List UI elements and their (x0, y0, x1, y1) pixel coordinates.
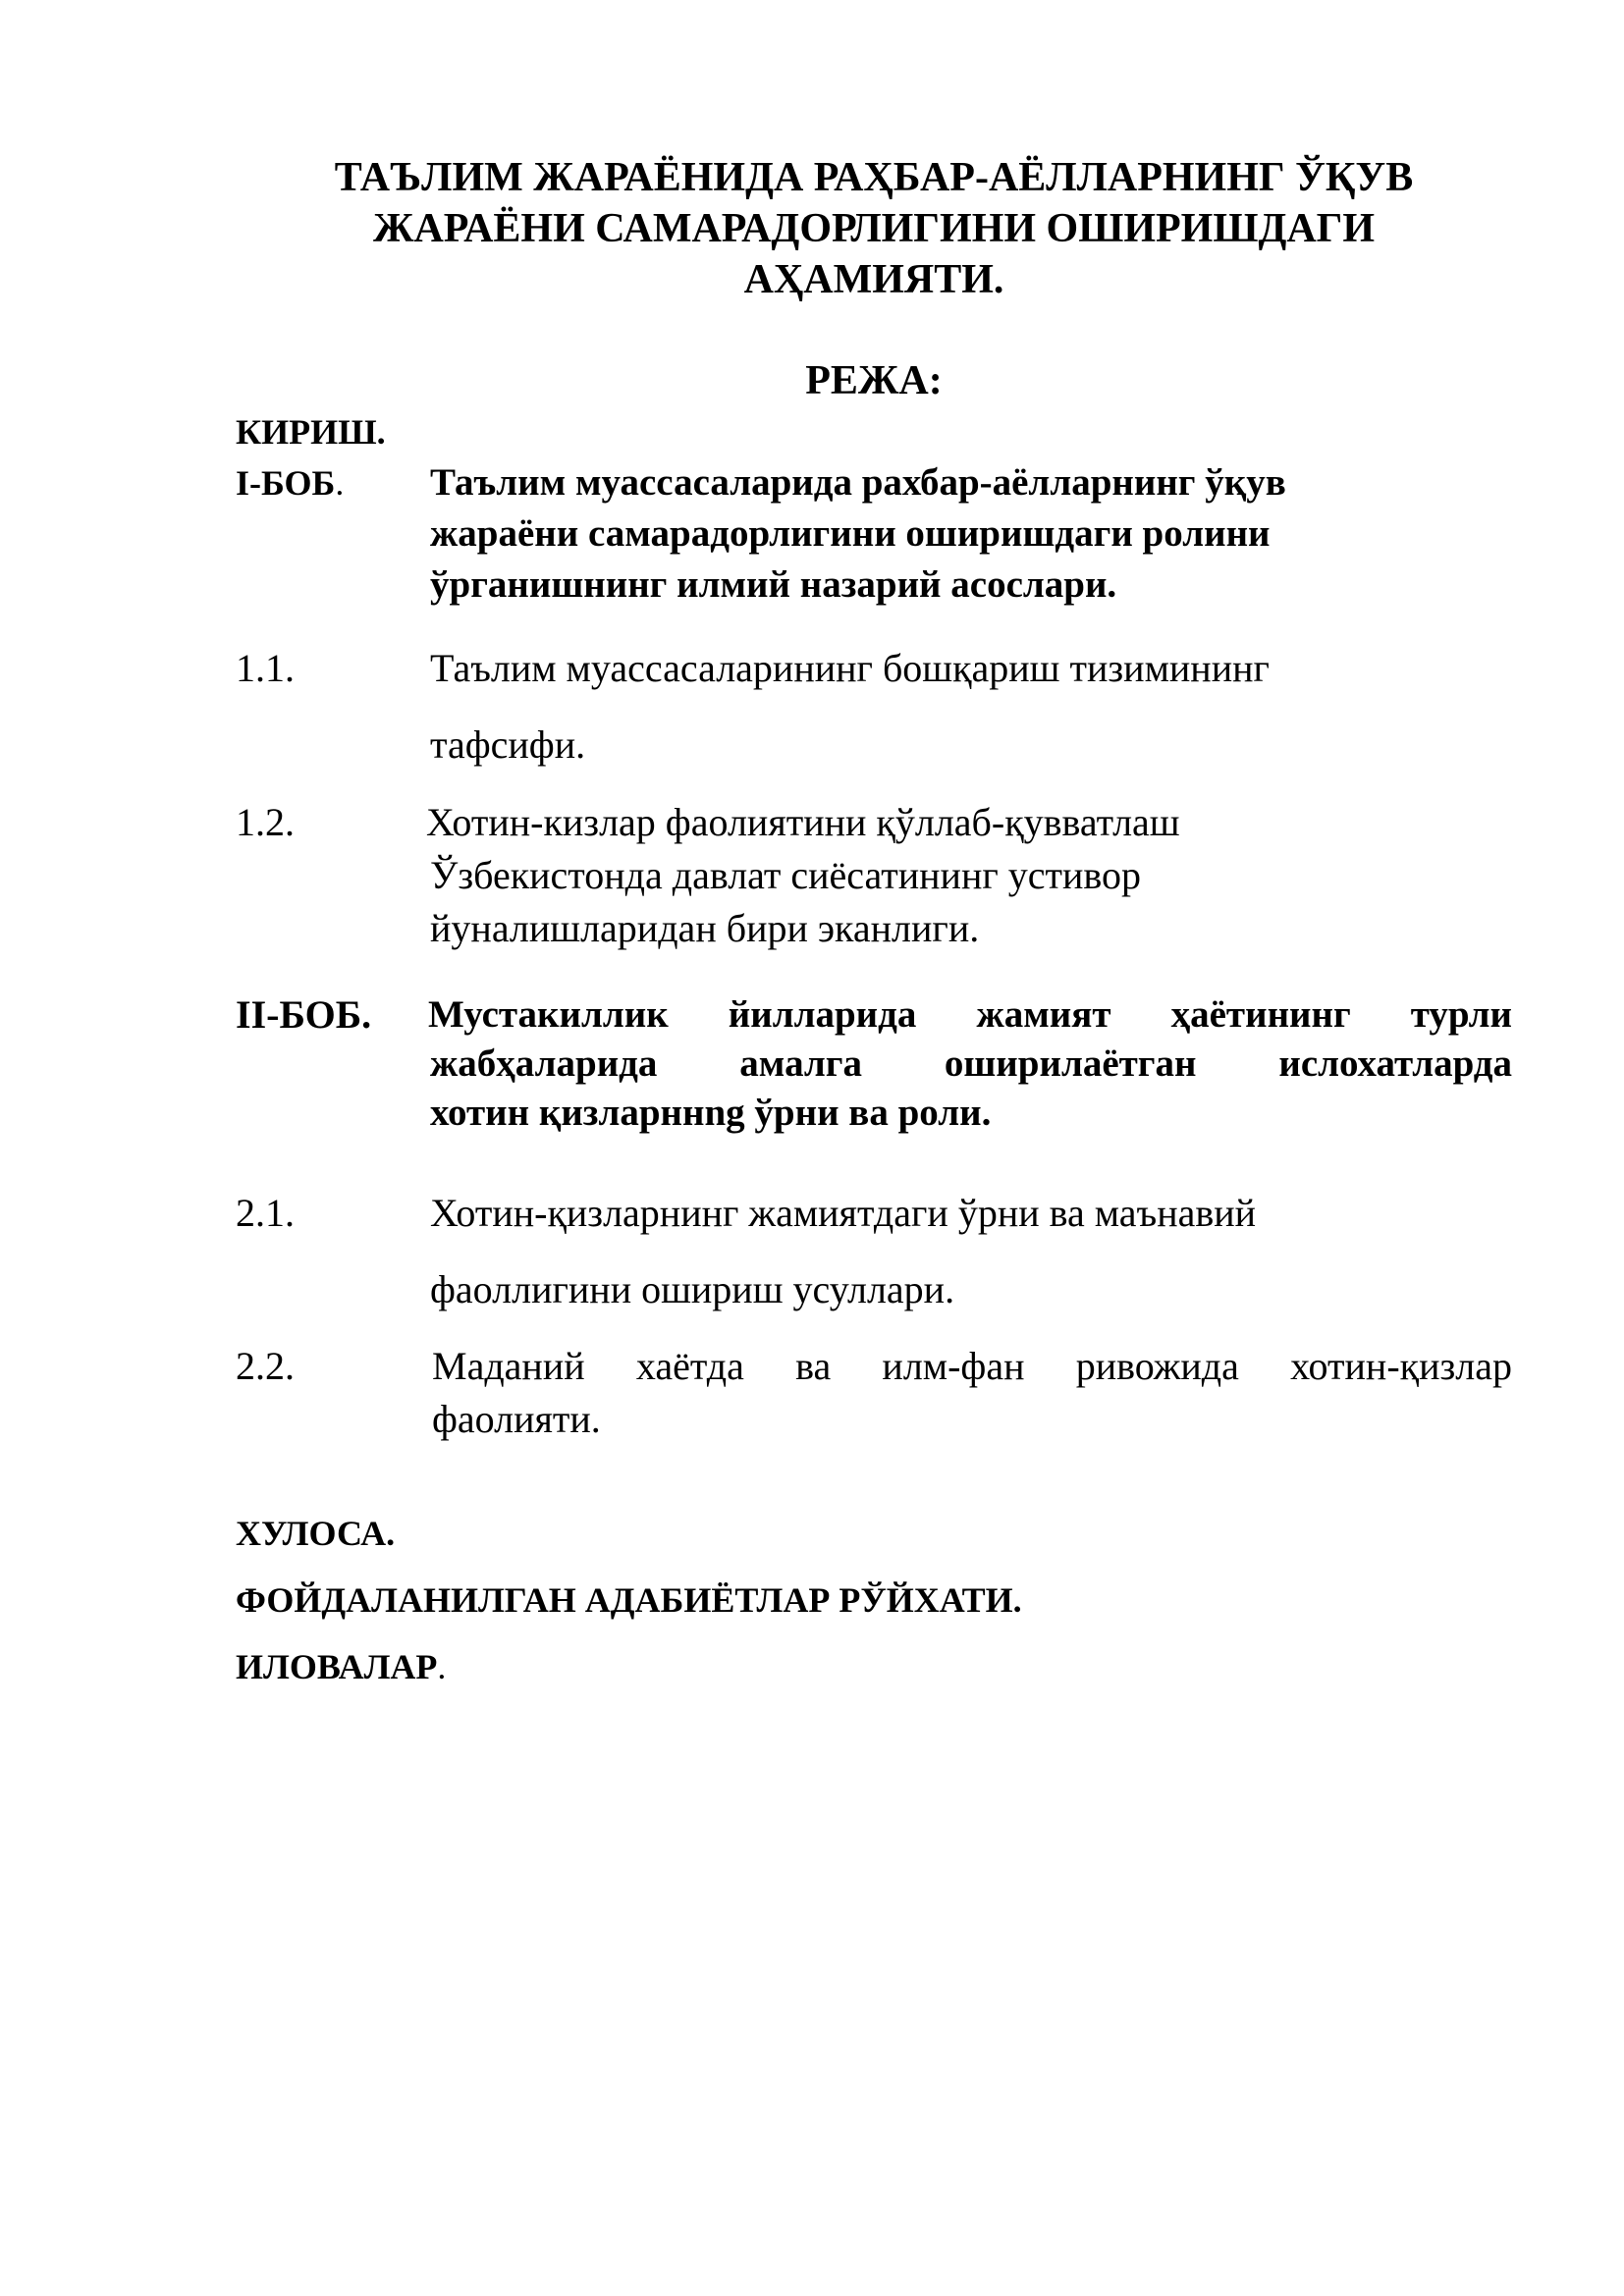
chapter1-number-text: I-БОБ (236, 463, 336, 503)
section-1-1-number: 1.1. (236, 646, 295, 690)
chapter1-title-line: Таълим муассасаларида рахбар-аёлларнинг ўқув (430, 461, 1286, 504)
section-2-2-line: фаолияти. (432, 1397, 601, 1441)
title-line: ЖАРАЁНИ САМАРАДОРЛИГИНИ ОШИРИШДАГИ (372, 206, 1376, 251)
chapter2-title-line: Мустакиллик йилларида жамият ҳаётининг турли (428, 993, 1512, 1036)
section-2-1-number: 2.1. (236, 1191, 295, 1235)
section-2-1-line: фаоллигини ошириш усуллари. (430, 1267, 955, 1311)
appendices-text: ИЛОВАЛАР (236, 1647, 438, 1686)
section-1-2-line: йуналишларидан бири эканлиги. (430, 906, 980, 950)
section-1-2-number: 1.2. (236, 800, 295, 844)
plan-heading: РЕЖА: (805, 358, 943, 403)
section-1-2-line: Хотин-кизлар фаолиятини қўллаб-қувватлаш (426, 800, 1180, 844)
chapter2-title-line: хотин қизларннng ўрни ва роли. (430, 1092, 992, 1134)
appendices-entry (236, 1645, 446, 1688)
appendices-dot: . (437, 1647, 447, 1686)
section-1-2-line: Ўзбекистонда давлат сиёсатининг устивор (430, 853, 1142, 897)
chapter2-title-line: жабҳаларида амалга оширилаётган ислохатларда (430, 1042, 1512, 1085)
chapter1-number (236, 461, 344, 505)
conclusion-entry: ХУЛОСА. (236, 1514, 396, 1553)
chapter1-number-dot: . (335, 463, 345, 503)
chapter2-number: II-БОБ. (236, 992, 372, 1037)
section-1-1-line: Таълим муассасаларининг бошқариш тизимининг (430, 646, 1270, 690)
chapter1-title-line: ўрганишнинг илмий назарий асослари. (430, 563, 1117, 606)
section-1-1-line: тафсифи. (430, 722, 586, 767)
section-2-2-line: Маданий хаётда ва илм-фан ривожида хотин-қизлар (432, 1344, 1512, 1388)
section-2-2-number: 2.2. (236, 1344, 295, 1388)
title-line: АҲАМИЯТИ. (743, 257, 1004, 302)
section-2-1-line: Хотин-қизларнинг жамиятдаги ўрни ва маънавий (430, 1191, 1257, 1235)
references-entry: ФОЙДАЛАНИЛГАН АДАБИЁТЛАР РЎЙХАТИ. (236, 1580, 1022, 1620)
title-line: ТАЪЛИМ ЖАРАЁНИДА РАҲБАР-АЁЛЛАРНИНГ ЎҚУВ (334, 155, 1414, 200)
intro-entry: КИРИШ. (236, 412, 386, 452)
chapter1-title-line: жараёни самарадорлигини оширишдаги ролини (430, 512, 1271, 555)
document-title (236, 152, 1512, 305)
